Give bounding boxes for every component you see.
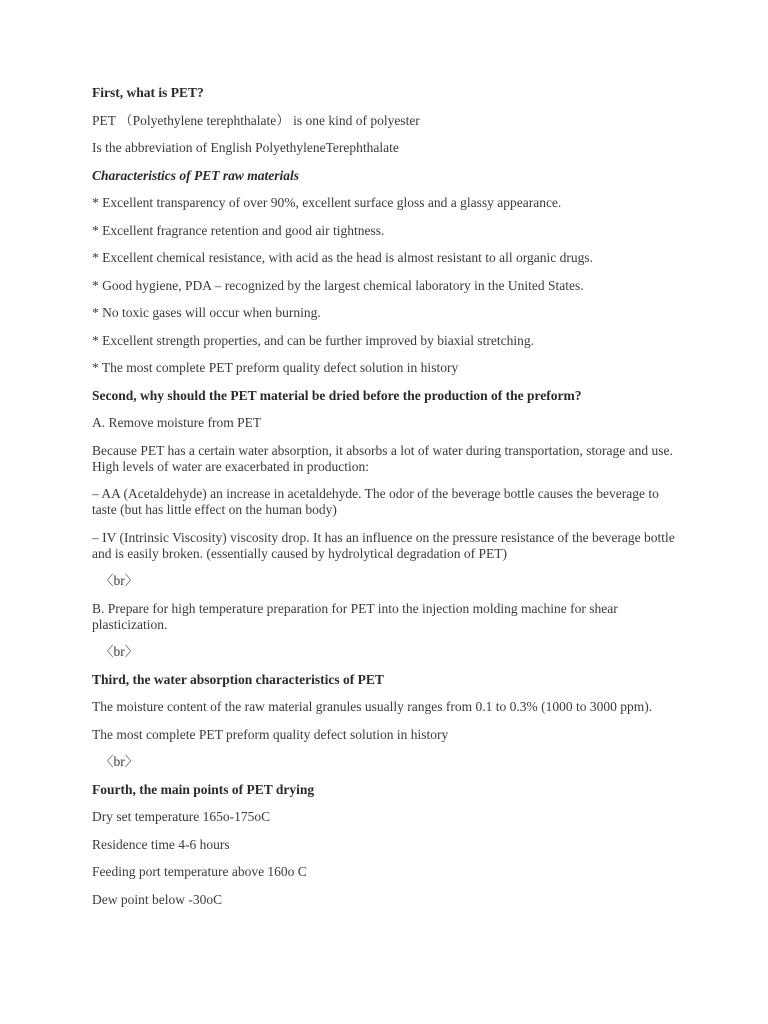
drying-point: Dry set temperature 165o-175oC: [92, 809, 271, 824]
br-tag: 〈br〉: [100, 573, 139, 588]
characteristic-item: * Excellent chemical resistance, with acid as the head is almost resistant to all organic drugs.: [92, 250, 593, 265]
drying-point: Feeding port temperature above 160o C: [92, 864, 307, 879]
drying-point: Residence time 4-6 hours: [92, 836, 230, 852]
water-absorption-paragraph: Because PET has a certain water absorption, it absorbs a lot of water during transportation, storage and use. High levels of water are exacerbated in production:: [92, 442, 673, 474]
section-heading-third: Third, the water absorption characteristics of PET: [92, 671, 384, 687]
point-a: A. Remove moisture from PET: [92, 415, 262, 430]
pet-abbreviation: Is the abbreviation of English PolyethyleneTerephthalate: [92, 140, 399, 155]
br-tag: 〈br〉: [100, 644, 139, 659]
br-tag: 〈br〉: [100, 754, 139, 769]
characteristic-item: * Good hygiene, PDA – recognized by the largest chemical laboratory in the United States.: [92, 277, 584, 293]
drying-point: Dew point below -30oC: [92, 891, 223, 907]
iv-effect: – IV (Intrinsic Viscosity) viscosity drop. It has an influence on the pressure resistance of the beverage bottle and is easily broken. (essentially caused by hydrolytical degradation of PET): [92, 529, 675, 561]
section-heading-first: First, what is PET?: [92, 85, 204, 100]
characteristic-item: * The most complete PET preform quality defect solution in history: [92, 360, 459, 375]
pet-definition: PET （Polyethylene terephthalate） is one kind of polyester: [92, 112, 420, 128]
moisture-content-paragraph: The moisture content of the raw material granules usually ranges from 0.1 to 0.3% (1000 to 3000 ppm).: [92, 699, 653, 714]
characteristic-item: * Excellent transparency of over 90%, excellent surface gloss and a glassy appearance.: [92, 195, 562, 210]
characteristic-item: * Excellent fragrance retention and good air tightness.: [92, 222, 385, 238]
characteristic-item: * Excellent strength properties, and can be further improved by biaxial stretching.: [92, 332, 534, 348]
defect-solution-line: The most complete PET preform quality defect solution in history: [92, 726, 449, 742]
aa-effect: – AA (Acetaldehyde) an increase in acetaldehyde. The odor of the beverage bottle causes the beverage to taste (but has little effect on the human body): [92, 486, 659, 517]
section-heading-second: Second, why should the PET material be dried before the production of the preform?: [92, 387, 582, 403]
characteristics-heading: Characteristics of PET raw materials: [92, 167, 300, 183]
point-b: B. Prepare for high temperature preparation for PET into the injection molding machine for shear plasticization.: [92, 600, 618, 632]
section-heading-fourth: Fourth, the main points of PET drying: [92, 781, 315, 797]
characteristic-item: * No toxic gases will occur when burning.: [92, 305, 321, 320]
document-body: [92, 85, 682, 919]
